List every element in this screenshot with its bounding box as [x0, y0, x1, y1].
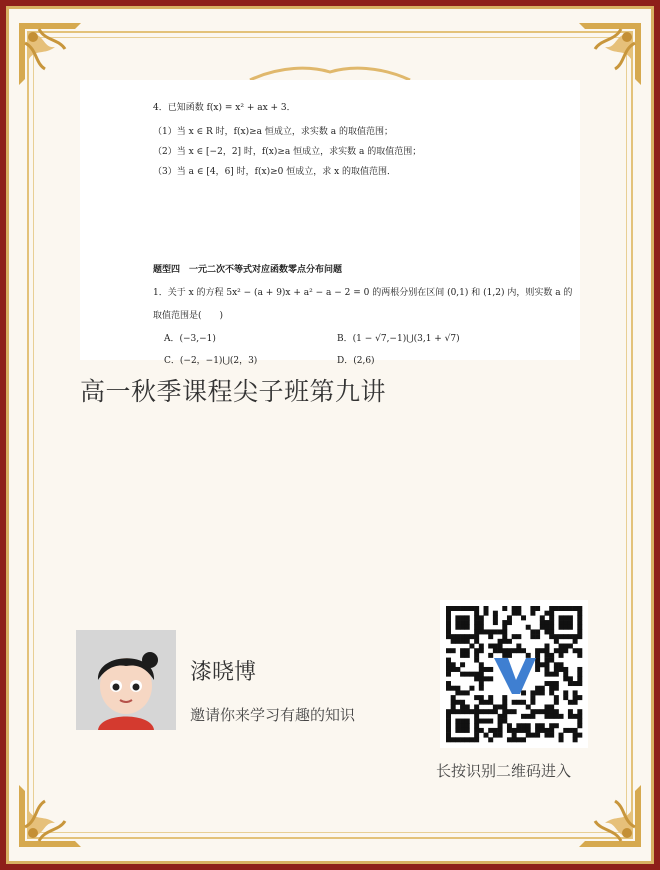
teacher-name: 漆晓博: [190, 660, 257, 685]
section-heading: 题型四 一元二次不等式对应函数零点分布问题: [153, 265, 343, 275]
corner-ornament-icon: [575, 781, 645, 851]
option-d: D．(2,6): [337, 356, 375, 366]
question-4-part1: （1）当 x ∈ R 时，f(x)≥a 恒成立，求实数 a 的取值范围；: [153, 127, 393, 137]
avatar: [76, 630, 176, 730]
option-a: A．(−3,−1): [164, 334, 216, 344]
question-4-part3: （3）当 a ∈ [4，6] 时，f(x)≥0 恒成立，求 x 的取值范围．: [153, 167, 397, 177]
teacher-avatar-icon: [76, 630, 176, 730]
option-c: C．(−2，−1)⋃(2，3): [164, 356, 258, 366]
qr-caption: 长按识别二维码进入: [436, 762, 572, 780]
corner-ornament-icon: [15, 19, 85, 89]
corner-ornament-icon: [15, 781, 85, 851]
problem-1-line2: 取值范围是( ): [153, 311, 224, 321]
qr-code-icon: [440, 600, 588, 748]
qr-code[interactable]: [440, 600, 588, 748]
teacher-invite-text: 邀请你来学习有趣的知识: [190, 706, 356, 724]
course-title: 高一秋季课程尖子班第九讲: [80, 377, 387, 406]
question-4-part2: （2）当 x ∈ [−2，2] 时，f(x)≥a 恒成立，求实数 a 的取值范围；: [153, 147, 422, 157]
document-snippet: [80, 80, 580, 366]
question-4-title: 4．已知函数 f(x) = x² + ax + 3．: [153, 103, 296, 113]
corner-ornament-icon: [575, 19, 645, 89]
problem-1-line1: 1．关于 x 的方程 5x² − (a + 9)x + a² − a − 2 = 0 的两根分别在区间 (0,1) 和 (1,2) 内，则实数 a 的: [153, 288, 573, 298]
option-b: B．(1 − √7,−1)⋃(3,1 + √7): [337, 334, 460, 344]
